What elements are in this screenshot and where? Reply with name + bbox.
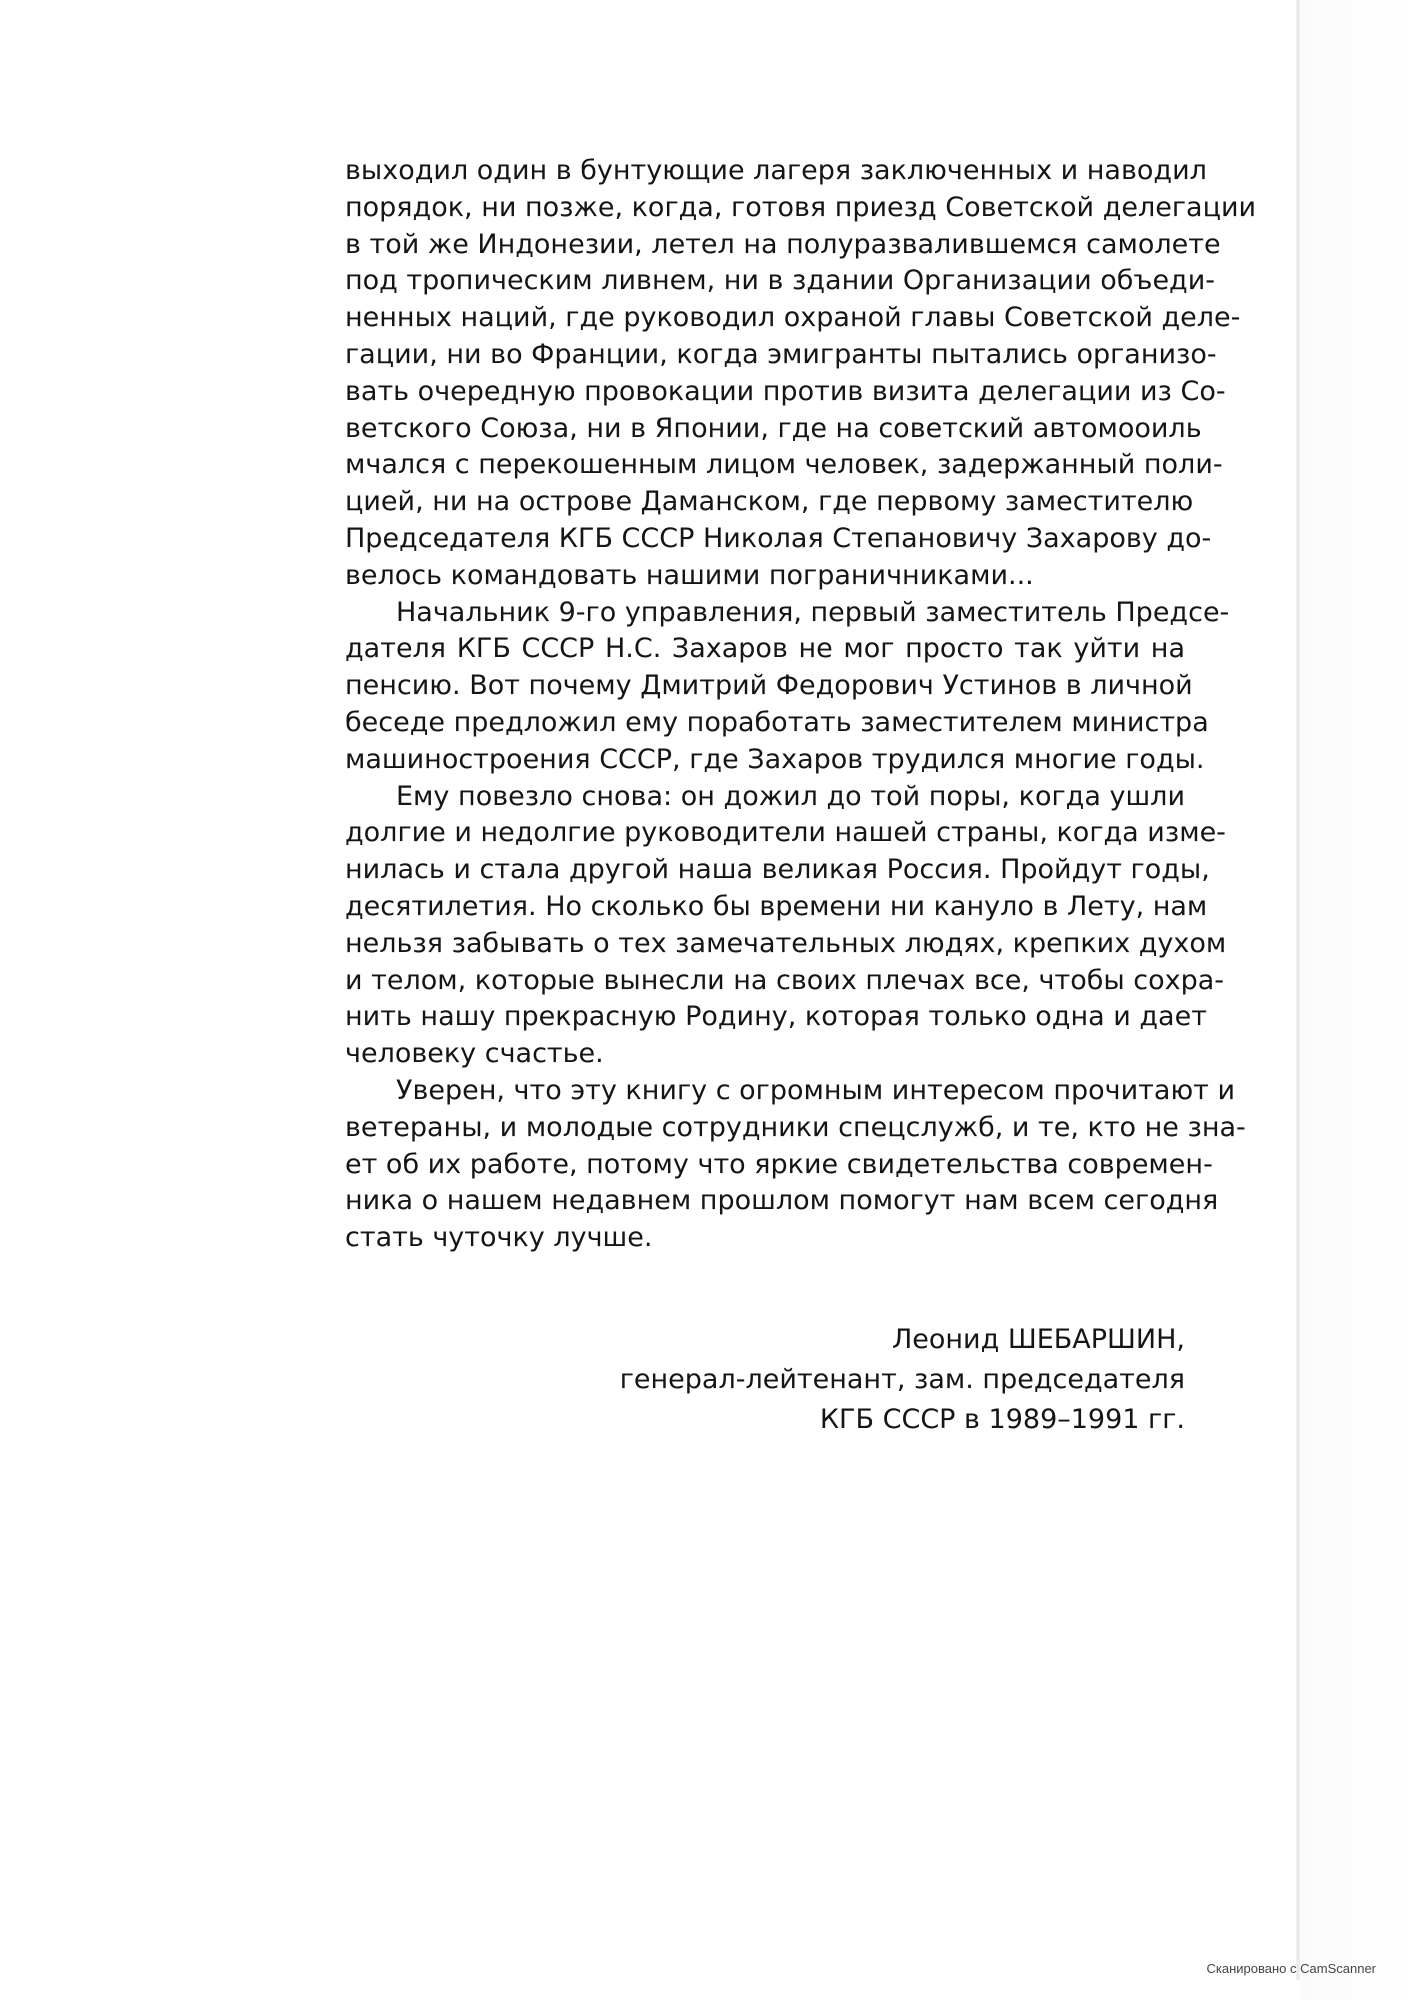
text-line: машиностроения СССР, где Захаров трудился многие годы. — [345, 743, 1205, 775]
text-line: нельзя забывать о тех замечательных людях, крепких духом — [345, 927, 1227, 959]
page-margin-shade — [1300, 0, 1414, 2000]
scanner-watermark: Сканировано с CamScanner — [1206, 1961, 1376, 1976]
text-line: Председателя КГБ СССР Николая Степановичу Захарову до- — [345, 522, 1212, 554]
signature-rank: генерал-лейтенант, зам. председателя — [619, 1364, 1185, 1395]
text-line: Ему повезло снова: он дожил до той поры, когда ушли — [396, 780, 1185, 812]
text-line: под тропическим ливнем, ни в здании Организации объеди- — [345, 265, 1216, 297]
text-line: и телом, которые вынесли на своих плечах все, чтобы сохра- — [345, 964, 1225, 996]
text-line: дателя КГБ СССР Н.С. Захаров не мог просто так уйти на — [345, 633, 1185, 665]
text-line: Начальник 9-го управления, первый заместитель Предсе- — [396, 596, 1230, 628]
text-line: человеку счастье. — [345, 1038, 604, 1070]
text-line: порядок, ни позже, когда, готовя приезд Советской делегации — [345, 191, 1257, 223]
text-line: беседе предложил ему поработать заместителем министра — [345, 706, 1209, 738]
text-line: ветераны, и молодые сотрудники спецслужб, и те, кто не зна- — [345, 1111, 1246, 1143]
signature-block — [600, 1320, 1185, 1440]
text-line: мчался с перекошенным лицом человек, задержанный поли- — [345, 449, 1223, 481]
text-line: гации, ни во Франции, когда эмигранты пытались организо- — [345, 338, 1217, 370]
text-line: в той же Индонезии, летел на полуразвалившемся самолете — [345, 228, 1221, 260]
text-line: стать чуточку лучше. — [345, 1222, 653, 1254]
text-line: пенсию. Вот почему Дмитрий Федорович Устинов в личной — [345, 670, 1193, 702]
text-line: выходил один в бунтующие лагеря заключенных и наводил — [345, 155, 1207, 186]
text-line: ет об их работе, потому что яркие свидетельства современ- — [345, 1148, 1213, 1180]
text-line: долгие и недолгие руководители нашей страны, когда изме- — [345, 817, 1226, 849]
signature-organization: КГБ СССР в 1989–1991 гг. — [819, 1404, 1185, 1435]
text-line: вать очередную провокации против визита делегации из Со- — [345, 375, 1226, 407]
text-line: ненных наций, где руководил охраной главы Советской деле- — [345, 302, 1241, 334]
text-line: нить нашу прекрасную Родину, которая только одна и дает — [345, 1001, 1207, 1033]
body-text — [345, 153, 1257, 1257]
text-line: нилась и стала другой наша великая Россия. Пройдут годы, — [345, 854, 1210, 886]
signature-name: Леонид ШЕБАРШИН, — [891, 1324, 1185, 1355]
text-line: ветского Союза, ни в Японии, где на советский автомооиль — [345, 412, 1202, 444]
text-line: десятилетия. Но сколько бы времени ни кануло в Лету, нам — [345, 890, 1208, 922]
text-line: Уверен, что эту книгу с огромным интересом прочитают и — [396, 1074, 1236, 1106]
text-line: ника о нашем недавнем прошлом помогут нам всем сегодня — [345, 1185, 1219, 1217]
text-line: велось командовать нашими пограничниками... — [345, 559, 1034, 591]
text-line: цией, ни на острове Даманском, где первому заместителю — [345, 486, 1194, 518]
